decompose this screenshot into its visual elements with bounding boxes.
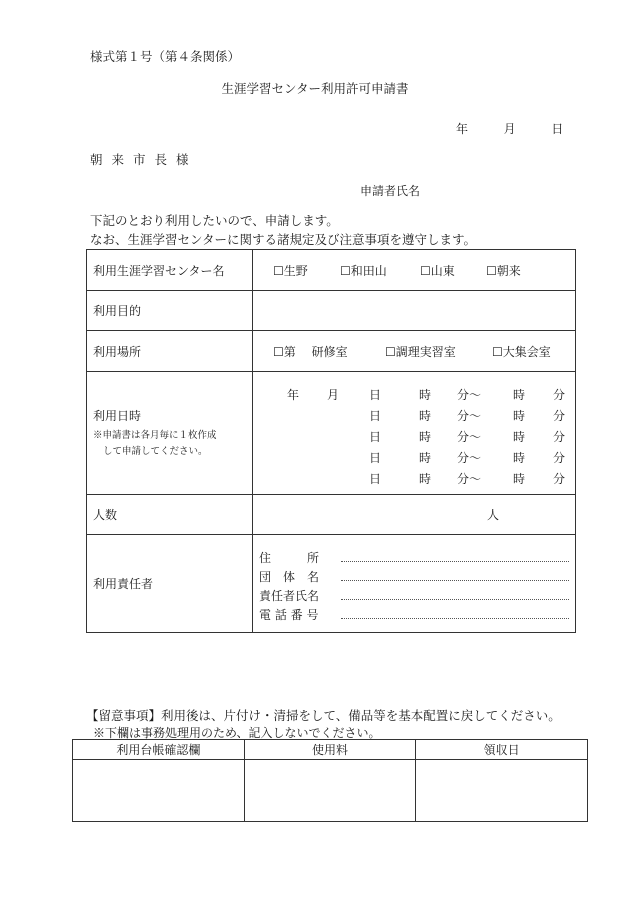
place-options-cell [253, 331, 576, 372]
responsible-fields [253, 535, 576, 633]
place-option-training-room[interactable]: ☐第 研修室 [273, 344, 348, 359]
datetime-day: 日 [369, 409, 382, 423]
center-row [87, 250, 576, 291]
center-option-asago[interactable]: ☐朝来 [486, 263, 521, 278]
datetime-min-to: 分 [553, 430, 566, 444]
place-row [87, 331, 576, 372]
datetime-day: 日 [369, 472, 382, 486]
datetime-hour: 時 [419, 388, 432, 402]
resp-group-label: 団 体 名 [259, 570, 320, 584]
resp-phone-line[interactable] [341, 618, 569, 619]
addressee: 朝来市長様 [90, 152, 198, 167]
datetime-hour-to: 時 [513, 472, 526, 486]
datetime-label: 利用日時 [93, 408, 142, 423]
place-label: 利用場所 [87, 331, 253, 372]
date-day-label: 日 [551, 122, 564, 136]
resp-address-line[interactable] [341, 561, 569, 562]
people-row [87, 495, 576, 535]
resp-address-row[interactable] [259, 549, 569, 565]
center-option-wadayama[interactable]: ☐和田山 [340, 263, 387, 278]
datetime-min-from: 分～ [457, 388, 482, 402]
datetime-hour-to: 時 [513, 388, 526, 402]
datetime-min-from: 分～ [457, 451, 482, 465]
datetime-line [253, 449, 577, 465]
center-label: 利用生涯学習センター名 [87, 250, 253, 291]
office-table-body [73, 760, 588, 822]
receipt-date-header: 領収日 [416, 740, 588, 760]
datetime-hour-to: 時 [513, 451, 526, 465]
datetime-day: 日 [369, 430, 382, 444]
form-title: 生涯学習センター利用許可申請書 [221, 81, 409, 96]
purpose-field[interactable] [253, 291, 576, 331]
datetime-month: 月 [327, 388, 340, 402]
office-use-table [72, 739, 588, 822]
application-date [456, 120, 563, 137]
datetime-min-to: 分 [553, 409, 566, 423]
responsible-row [87, 535, 576, 633]
datetime-min-to: 分 [553, 472, 566, 486]
datetime-note [93, 428, 252, 460]
applicant-name-label: 申請者氏名 [360, 184, 421, 198]
resp-group-row[interactable] [259, 568, 569, 584]
resp-phone-label: 電 話 番 号 [259, 608, 319, 622]
resp-group-line[interactable] [341, 580, 569, 581]
resp-name-row[interactable] [259, 587, 569, 603]
datetime-day: 日 [369, 451, 382, 465]
center-options-cell [253, 250, 576, 291]
datetime-row [87, 372, 576, 495]
datetime-line [253, 470, 577, 486]
resp-name-line[interactable] [341, 599, 569, 600]
datetime-label-cell [87, 372, 253, 495]
datetime-hour: 時 [419, 472, 432, 486]
caution-note: 【留意事項】利用後は、片付け・清掃をして、備品等を基本配置に戻してください。 [86, 708, 561, 723]
datetime-line [253, 386, 577, 402]
datetime-min-to: 分 [553, 451, 566, 465]
ledger-check-header: 利用台帳確認欄 [73, 740, 245, 760]
ledger-check-cell[interactable] [73, 760, 245, 822]
datetime-day: 日 [369, 388, 382, 402]
datetime-min-from: 分～ [457, 472, 482, 486]
people-field[interactable] [253, 495, 576, 535]
center-option-ikuno[interactable]: ☐生野 [273, 263, 308, 278]
center-option-santo[interactable]: ☐山東 [420, 263, 455, 278]
intro-line-1: 下記のとおり利用したいので、申請します。 [90, 213, 339, 228]
purpose-label: 利用目的 [87, 291, 253, 331]
receipt-date-cell[interactable] [416, 760, 588, 822]
office-use-note: ※下欄は事務処理用のため、記入しないでください。 [93, 726, 381, 740]
office-table-header [73, 740, 588, 760]
people-label: 人数 [87, 495, 253, 535]
purpose-row [87, 291, 576, 331]
datetime-year: 年 [287, 388, 300, 402]
datetime-hour: 時 [419, 430, 432, 444]
resp-name-label: 責任者氏名 [259, 589, 320, 603]
people-unit: 人 [487, 508, 500, 522]
datetime-min-from: 分～ [457, 430, 482, 444]
datetime-min-to: 分 [553, 388, 566, 402]
resp-phone-row[interactable] [259, 606, 569, 622]
datetime-field[interactable] [253, 372, 576, 495]
datetime-min-from: 分～ [457, 409, 482, 423]
datetime-hour-to: 時 [513, 409, 526, 423]
fee-header: 使用料 [244, 740, 416, 760]
datetime-note-line-2: して申請してください。 [103, 445, 208, 457]
datetime-hour: 時 [419, 451, 432, 465]
responsible-label: 利用責任者 [87, 535, 253, 633]
application-table [86, 249, 576, 633]
place-option-assembly-hall[interactable]: ☐大集会室 [492, 344, 551, 359]
date-month-label: 月 [503, 122, 516, 136]
datetime-line [253, 428, 577, 444]
datetime-line [253, 407, 577, 423]
intro-line-2: なお、生涯学習センターに関する諸規定及び注意事項を遵守します。 [90, 232, 477, 247]
datetime-note-line-1: ※申請書は各月毎に１枚作成 [93, 429, 217, 441]
form-number: 様式第１号（第４条関係） [90, 49, 241, 64]
place-option-cooking-room[interactable]: ☐調理実習室 [385, 344, 456, 359]
datetime-hour-to: 時 [513, 430, 526, 444]
resp-address-label: 住 所 [259, 551, 320, 565]
date-year-label: 年 [456, 122, 469, 136]
fee-cell[interactable] [244, 760, 416, 822]
datetime-hour: 時 [419, 409, 432, 423]
